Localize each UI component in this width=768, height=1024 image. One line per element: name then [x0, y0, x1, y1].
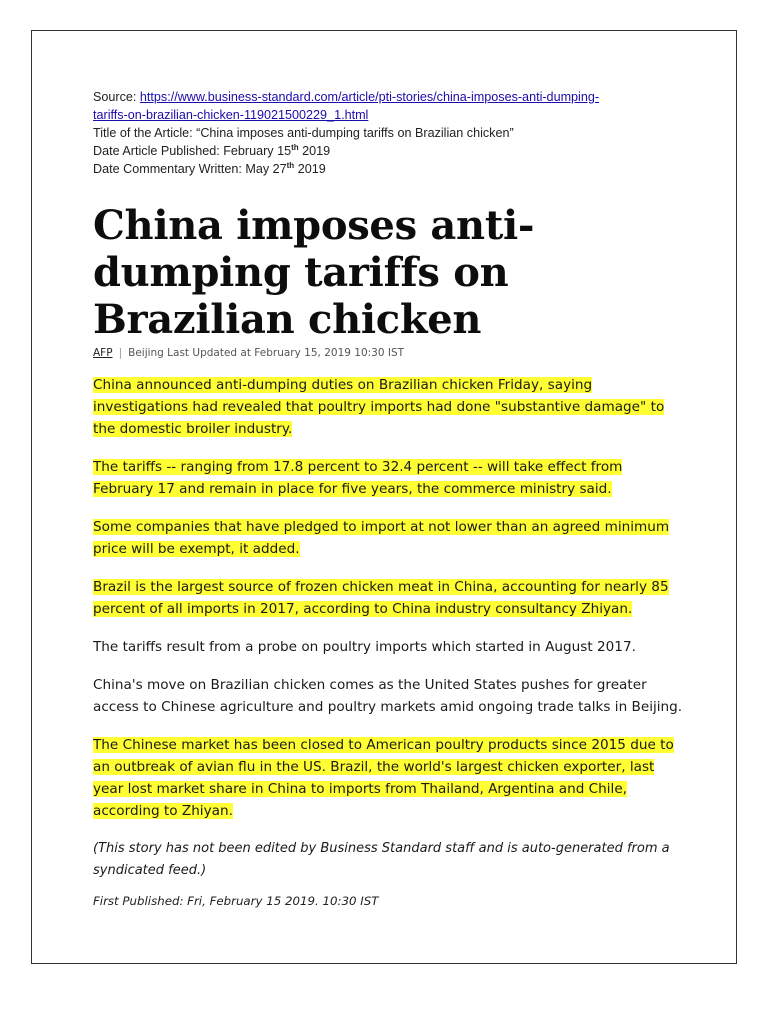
- highlighted-text: The tariffs -- ranging from 17.8 percent to 32.4 percent -- will take effect from February 17 and remain in place for five years, the commerce ministry said.: [93, 459, 623, 497]
- highlighted-text: Brazil is the largest source of frozen chicken meat in China, accounting for nearly 85 percent of all imports in 2017, according to China industry consultancy Zhiyan.: [93, 579, 669, 617]
- paragraph-6: [93, 674, 683, 718]
- paragraph-1: [93, 374, 683, 440]
- article-headline: China imposes anti-dumping tariffs on Brazilian chicken: [93, 202, 535, 343]
- article-title-line: Title of the Article: “China imposes anti-dumping tariffs on Brazilian chicken”: [93, 126, 514, 140]
- paragraph-text: China's move on Brazilian chicken comes as the United States pushes for greater access to Chinese agriculture and poultry markets amid ongoing trade talks in Beijing.: [93, 677, 683, 715]
- highlighted-text: China announced anti-dumping duties on Brazilian chicken Friday, saying investigations had revealed that poultry imports had done "substantive damage" to the domestic broiler industry.: [93, 377, 665, 437]
- paragraph-5: [93, 636, 683, 658]
- paragraph-3: [93, 516, 683, 560]
- highlighted-text: The Chinese market has been closed to American poultry products since 2015 due to an outbreak of avian flu in the US. Brazil, the world's largest chicken exporter, last year lost market share in China to imports from Thailand, Argentina and Chile, according to Zhiyan.: [93, 737, 674, 819]
- source-link-continued[interactable]: tariffs-on-brazilian-chicken-119021500229_1.html: [93, 108, 369, 122]
- byline-location-time: Beijing Last Updated at February 15, 2019 10:30 IST: [128, 347, 405, 359]
- byline: [93, 347, 683, 359]
- source-label: Source:: [93, 90, 140, 104]
- paragraph-4: [93, 576, 683, 620]
- paragraph-2: [93, 456, 683, 500]
- document-page: [31, 30, 737, 964]
- highlighted-text: Some companies that have pledged to import at not lower than an agreed minimum price will be exempt, it added.: [93, 519, 670, 557]
- paragraph-text: The tariffs result from a probe on poultry imports which started in August 2017.: [93, 639, 636, 655]
- first-published: First Published: Fri, February 15 2019. 10:30 IST: [93, 894, 379, 908]
- syndication-disclaimer: (This story has not been edited by Business Standard staff and is auto-generated from a syndicated feed.): [93, 841, 670, 878]
- source-metadata: [93, 88, 683, 178]
- paragraph-7: [93, 734, 683, 822]
- source-link[interactable]: https://www.business-standard.com/article/pti-stories/china-imposes-anti-dumping-: [139, 90, 600, 104]
- byline-separator: |: [118, 347, 123, 359]
- date-published-line: Date Article Published: February 15th 2019: [93, 142, 331, 158]
- source-line: [93, 88, 683, 106]
- page-content: [93, 88, 683, 908]
- date-commentary-line: Date Commentary Written: May 27th 2019: [93, 160, 326, 176]
- byline-source-link[interactable]: AFP: [93, 347, 113, 359]
- source-line-2: [93, 106, 683, 124]
